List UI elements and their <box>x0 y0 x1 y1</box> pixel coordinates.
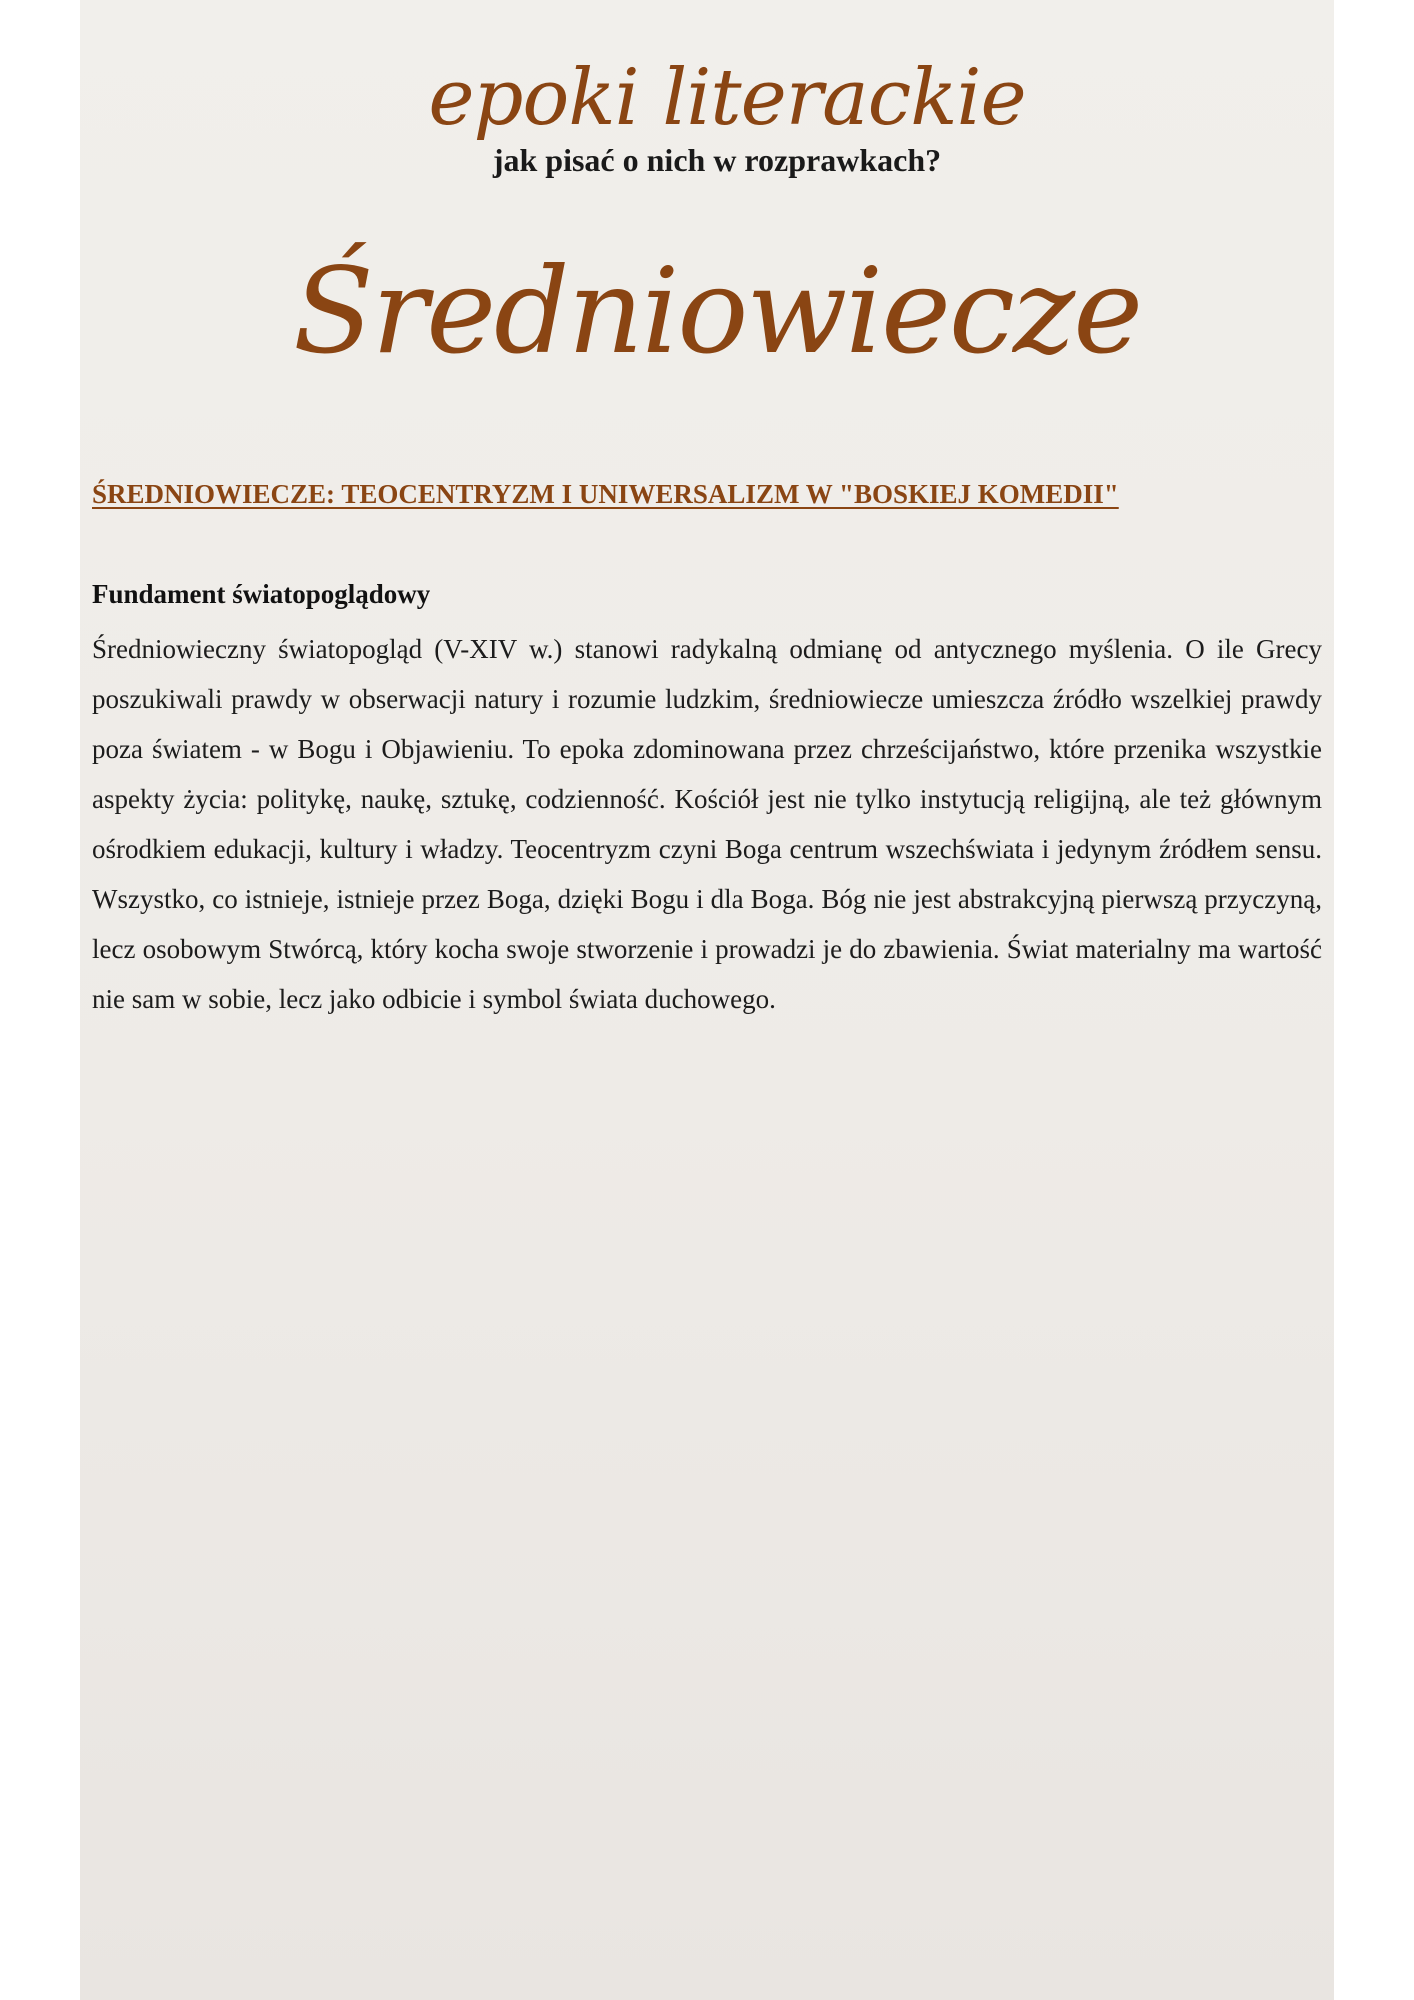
section-subheading: Fundament światopoglądowy <box>92 579 431 609</box>
section-heading: ŚREDNIOWIECZE: TEOCENTRYZM I UNIWERSALIZM W "BOSKIEJ KOMEDII" <box>92 479 1119 509</box>
document-page <box>80 0 1334 2000</box>
body-paragraph: Średniowieczny światopogląd (V-XIV w.) stanowi radykalną odmianę od antycznego myślenia. O ile Grecy poszukiwali prawdy w obserwacji natury i rozumie ludzkim, średniowiecze umieszcza źródło wszelkiej prawdy poza światem - w Bogu i Objawieniu. To epoka zdominowana przez chrześcijaństwo, które przenika wszystkie aspekty życia: politykę, naukę, sztukę, codzienność. Kościół jest nie tylko instytucją religijną, ale też głównym ośrodkiem edukacji, kultury i władzy. Teocentryzm czyni Boga centrum wszechświata i jedynym źródłem sensu. Wszystko, co istnieje, istnieje przez Boga, dzięki Bogu i dla Boga. Bóg nie jest abstrakcyjną pierwszą przyczyną, lecz osobowym Stwórcą, który kocha swoje stworzenie i prowadzi je do zbawienia. Świat materialny ma wartość nie sam w sobie, lecz jako odbicie i symbol świata duchowego. <box>92 634 1322 1014</box>
era-title: Średniowiecze <box>292 242 1142 380</box>
header-title: epoki literackie <box>428 53 1026 143</box>
header-subtitle: jak pisać o nich w rozprawkach? <box>492 142 942 178</box>
